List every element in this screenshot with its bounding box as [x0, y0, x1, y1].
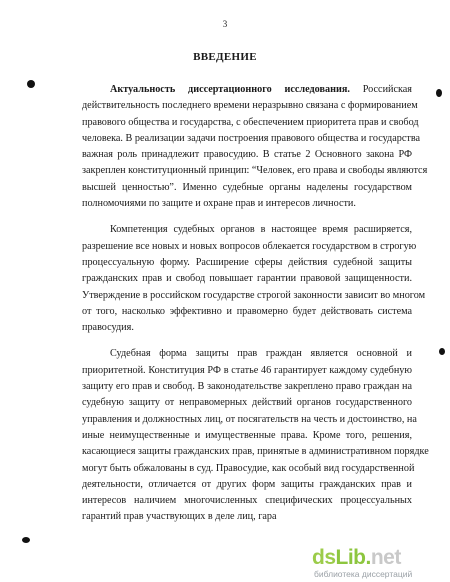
text-line: Судебная форма защиты прав граждан является основной и	[110, 348, 412, 360]
text-line: важная роль принадлежит правосудию. В статье 2 Основного закона РФ	[82, 149, 412, 161]
text-line: Утверждение в российском государстве строгой законности зависит во многом	[82, 289, 426, 301]
bold-lead: Актуальность диссертационного исследования.	[110, 84, 350, 95]
scan-mark	[439, 348, 445, 355]
text-line: деятельности, отличается от других форм защиты гражданских прав и	[82, 478, 412, 490]
text-line: интересов наличием многочисленных специфических процессуальных	[82, 495, 412, 507]
text-line: могут быть обжалованы в суд. Правосудие, как особый вид государственной	[82, 462, 415, 474]
scan-mark	[436, 89, 442, 97]
page-heading: ВВЕДЕНИЕ	[193, 51, 257, 63]
text-line: Компетенция судебных органов в настоящее время расширяется,	[110, 224, 412, 236]
text-line: правового общества и государства, с обеспечением приоритета прав и свобод	[82, 116, 419, 128]
text-line: защиту его прав и свобод. В законодательстве закреплено право граждан на	[82, 381, 412, 393]
text-line: гражданских прав и свобод повышает гарантии правовой защищенности.	[82, 273, 412, 285]
scan-mark	[27, 80, 35, 88]
text-line: процессуальную форму. Расширение сферы действия судебной защиты	[82, 256, 412, 268]
paragraph	[82, 222, 426, 336]
text-line: Актуальность диссертационного исследования. Российская	[110, 84, 412, 95]
dslib-logo: dsLib.net	[312, 546, 401, 569]
page-number: 3	[222, 19, 228, 29]
text-line: закреплен конституционный принцип: “Человек, его права и свободы являются	[82, 165, 428, 177]
text-line: полномочиями по защите и охране прав и интересов личности.	[82, 198, 356, 210]
text-line: касающиеся защиты гражданских прав, принятые в административном порядке	[82, 446, 429, 458]
text-line: гарантий прав участвующих в деле лиц, гара	[82, 511, 277, 523]
text-line: судебную защиту от неправомерных действий органов государственного	[82, 397, 412, 409]
text-line: правосудия.	[82, 322, 134, 334]
text-line: действительность последнего времени неразрывно связана с формированием	[82, 100, 418, 112]
dslib-watermark	[312, 546, 440, 580]
text-line: иные неимущественные и имущественные права. Кроме того, решения,	[82, 429, 412, 441]
text-line: от того, насколько эффективно и правомерно будет действовать система	[82, 305, 412, 317]
dslib-subtitle: библиотека диссертаций	[314, 569, 413, 579]
text-line: приоритетной. Конституция РФ в статье 46 гарантирует каждому судебную	[82, 364, 412, 376]
paragraph	[82, 82, 428, 212]
text-line: управления и должностных лиц, от посягательств на честь и достоинство, на	[82, 413, 417, 425]
text-line: человека. В реализации задачи построения правового общества и государства	[82, 132, 421, 144]
paragraph	[82, 346, 429, 525]
text-line: высшей ценностью”. Именно судебные органы наделены государством	[82, 181, 412, 193]
scan-mark	[22, 537, 30, 543]
document-body	[82, 82, 429, 536]
text-line: разрешение все новых и новых вопросов облекается государством в строгую	[82, 240, 417, 252]
